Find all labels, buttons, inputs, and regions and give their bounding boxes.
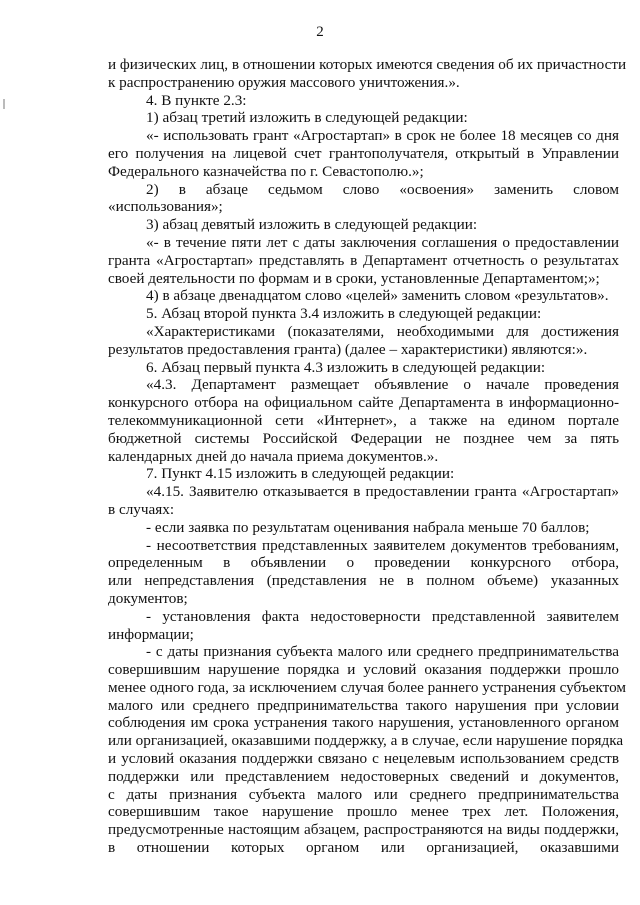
text-line: 5. Абзац второй пункта 3.4 изложить в следующей редакции: [146,305,542,323]
text-line: Федерального казначейства по г. Севастополю.»; [108,162,424,180]
text-line: соблюдения им срока устранения такого нарушения, установленного органом [108,714,619,732]
text-line: «4.15. Заявителю отказывается в предоставлении гранта «Агростартап» [146,483,619,501]
text-line: 4. В пункте 2.3: [146,91,247,109]
text-line: бюджетной системы Российской Федерации не позднее чем за пять [108,429,619,447]
text-line: 1) абзац третий изложить в следующей редакции: [146,109,468,127]
text-line: документов; [108,589,188,607]
text-line: с даты признания субъекта малого или среднего предпринимательства [108,785,619,803]
text-line: предусмотренные настоящим абзацем, распространяются на виды поддержки, [108,821,619,839]
text-line: своей деятельности по формам и в сроки, установленные Департаментом;»; [108,269,600,287]
text-line: его получения на лицевой счет грантополучателя, открытый в Управлении [108,144,619,162]
text-line: результатов предоставления гранта) (далее – характеристики) являются:». [108,340,588,358]
text-line: совершившим такое нарушение прошло менее трех лет. Положения, [108,803,619,821]
text-line: - с даты признания субъекта малого или среднего предпринимательства [146,643,619,661]
text-line: или организацией, оказавшими поддержку, а в случае, если нарушение порядка [108,732,624,750]
text-line: «Характеристиками (показателями, необходимыми для достижения [146,322,619,340]
text-line: информации; [108,625,194,643]
text-line: и физических лиц, в отношении которых имеются сведения об их причастности [108,56,627,73]
text-line: - установления факта недостоверности представленной заявителем [146,607,619,625]
margin-mark [3,99,5,109]
text-line: или непредставления (представления не в полном объеме) указанных [108,572,619,590]
text-line: 3) абзац девятый изложить в следующей редакции: [146,216,478,234]
text-line: поддержки или представлением недостоверных сведений и документов, [108,767,619,785]
text-line: 7. Пункт 4.15 изложить в следующей редакции: [146,465,455,483]
text-line: совершившим нарушение порядка и условий оказания поддержки прошло [108,661,619,679]
text-line: телекоммуникационной сети «Интернет», а также на едином портале [108,411,619,429]
text-line: 4) в абзаце двенадцатом слово «целей» заменить словом «результатов». [146,287,609,305]
text-line: к распространению оружия массового уничтожения.». [108,73,460,91]
text-line: - несоответствия представленных заявителем документов требованиям, [146,536,619,554]
text-line: «использования»; [108,198,223,216]
document-body [108,56,627,857]
page-number: 2 [316,24,324,40]
text-line: «4.3. Департамент размещает объявление о начале проведения [146,376,619,394]
text-line: в отношении которых органом или организацией, оказавшими [108,839,619,857]
text-line: определенным в объявлении о проведении конкурсного отбора, [108,554,619,572]
text-line: менее одного года, за исключением случая более раннего устранения субъектом [108,678,627,696]
text-line: гранта «Агростартап» представлять в Департамент отчетность о результатах [108,251,619,269]
text-line: 2) в абзаце седьмом слово «освоения» заменить словом [146,180,619,198]
text-line: в случаях: [108,500,175,518]
text-line: и условий оказания поддержки связано с нецелевым использованием средств [108,750,619,768]
text-line: - если заявка по результатам оценивания набрала меньше 70 баллов; [146,518,590,536]
text-line: конкурсного отбора на официальном сайте Департамента в информационно- [108,394,619,412]
text-line: 6. Абзац первый пункта 4.3 изложить в следующей редакции: [146,358,546,376]
text-line: малого или среднего предпринимательства такого нарушения при условии [108,696,619,714]
text-line: «- использовать грант «Агростартап» в срок не более 18 месяцев со дня [146,127,619,145]
text-line: календарных дней до начала приема документов.». [108,447,439,465]
text-line: «- в течение пяти лет с даты заключения соглашения о предоставлении [146,233,619,251]
